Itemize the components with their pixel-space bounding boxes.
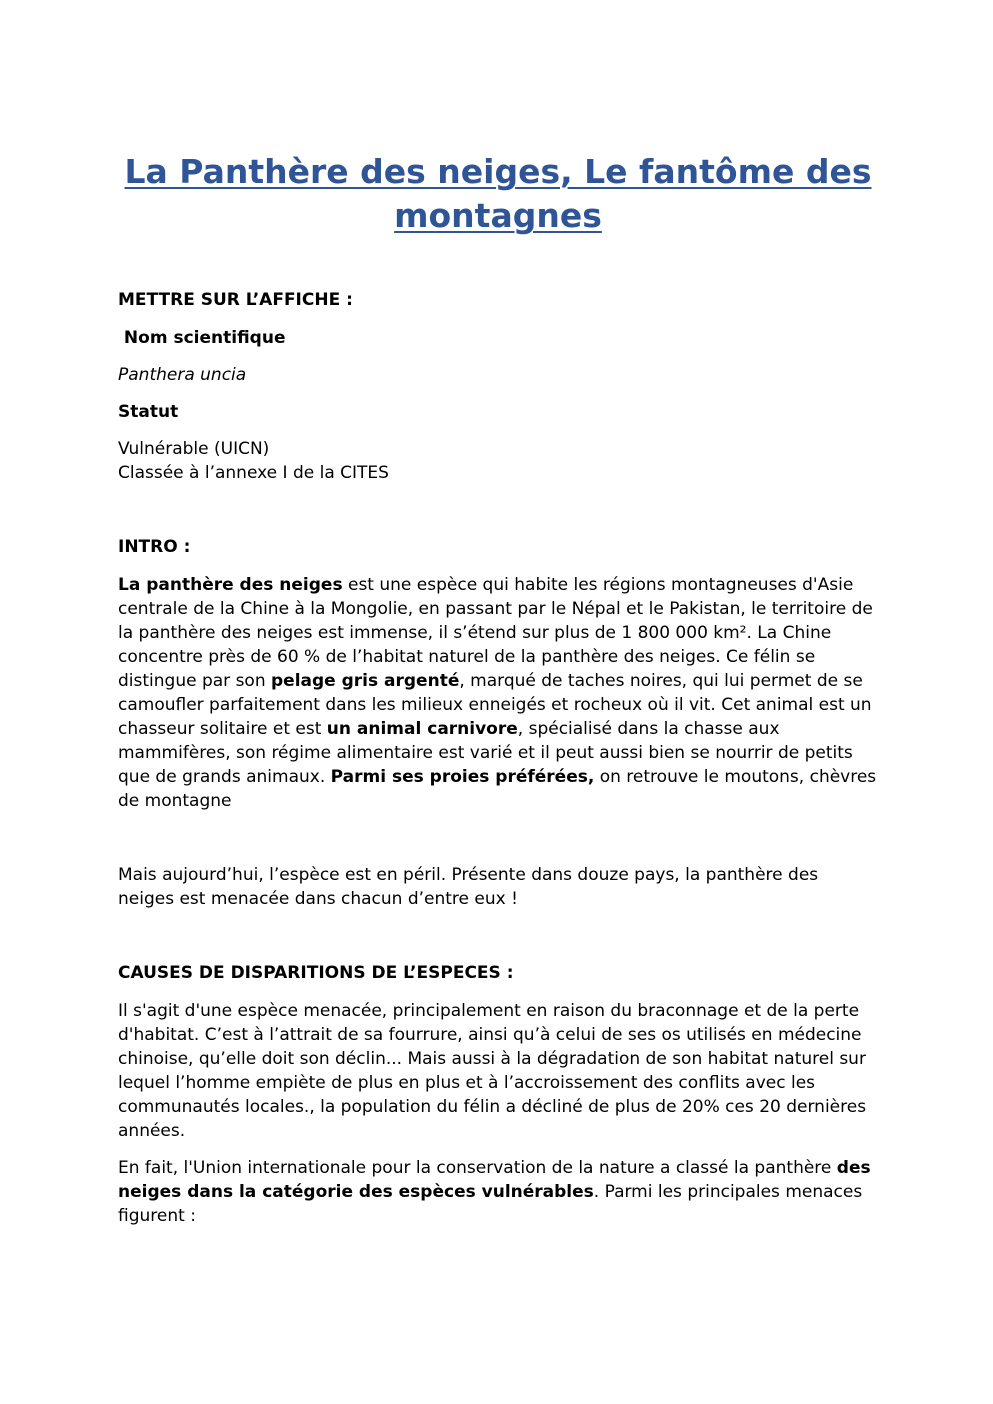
- status-block: [118, 437, 878, 485]
- status-line-1: Vulnérable (UICN): [118, 439, 270, 459]
- intro-text-3: , spécialisé dans la chasse aux mammifères, son régime alimentaire est varié et il peut aussi bien se nourrir de petits que de grands animaux.: [118, 719, 853, 787]
- causes-paragraph-2: [118, 1156, 878, 1228]
- poster-heading: METTRE SUR L’AFFICHE :: [118, 290, 353, 310]
- intro-paragraph-2: Mais aujourd’hui, l’espèce est en péril. Présente dans douze pays, la panthère des neiges est menacée dans chacun d’entre eux !: [118, 865, 819, 909]
- intro-bold-3: un animal carnivore: [326, 719, 518, 739]
- scientific-name-label: Nom scientifique: [118, 328, 286, 348]
- status-label: Statut: [118, 402, 179, 422]
- intro-bold-4: Parmi ses proies préférées,: [330, 767, 595, 787]
- causes-bold-1: des neiges dans la catégorie des espèces vulnérables: [118, 1158, 871, 1202]
- status-line-2: Classée à l’annexe I de la CITES: [118, 463, 389, 483]
- causes-heading: CAUSES DE DISPARITIONS DE L’ESPECES :: [118, 963, 514, 983]
- document-page: [118, 150, 878, 1228]
- causes-text-1: En fait, l'Union internationale pour la conservation de la nature a classé la panthère: [118, 1158, 837, 1178]
- causes-paragraph-1: Il s'agit d'une espèce menacée, principalement en raison du braconnage et de la perte d'habitat. C’est à l’attrait de sa fourrure, ainsi qu’à celui de ses os utilisés en médecine chinoise, qu’elle doit son déclin... Mais aussi à la dégradation de son habitat naturel sur lequel l’homme empiète de plus en plus et à l’accroissement des conflits avec les communautés locales., la population du félin a décliné de plus de 20% ces 20 dernières années.: [118, 1001, 867, 1141]
- intro-text-1: est une espèce qui habite les régions montagneuses d'Asie centrale de la Chine à la Mongolie, en passant par le Népal et le Pakistan, le territoire de la panthère des neiges est immense, il s’étend sur plus de 1 800 000 km². La Chine concentre près de 60 % de l’habitat naturel de la panthère des neiges. Ce félin se distingue par son: [118, 575, 873, 691]
- intro-text-4: on retrouve le moutons, chèvres de montagne: [118, 767, 877, 811]
- title-line-1: La Panthère des neiges, Le fantôme des: [124, 152, 872, 191]
- intro-bold-1: La panthère des neiges: [118, 575, 343, 595]
- causes-text-2: . Parmi les principales menaces figurent :: [118, 1182, 863, 1226]
- intro-paragraph-1: [118, 573, 878, 813]
- intro-text-2: , marqué de taches noires, qui lui permet de se camoufler parfaitement dans les milieux enneigés et rocheux où il vit. Cet animal est un chasseur solitaire et est: [118, 671, 872, 739]
- intro-heading: INTRO :: [118, 537, 191, 557]
- scientific-name: Panthera uncia: [118, 365, 247, 385]
- intro-bold-2: pelage gris argenté: [271, 671, 460, 691]
- title-line-2: montagnes: [394, 196, 602, 235]
- document-title: [110, 150, 886, 238]
